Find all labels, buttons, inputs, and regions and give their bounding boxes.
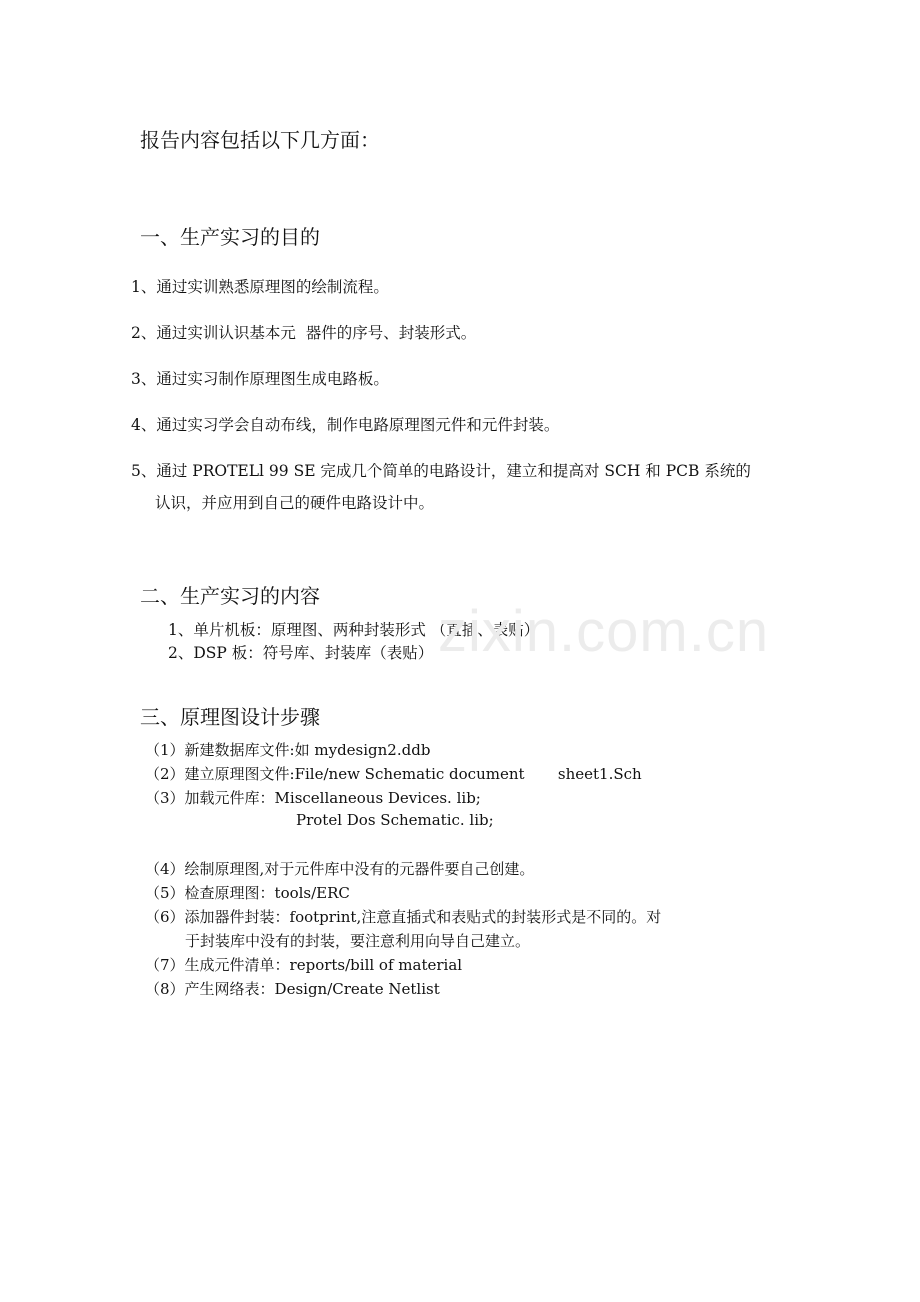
- section-3-step-2: （2）建立原理图文件:File/new Schematic document sheet1.Sch: [145, 765, 642, 783]
- section-2-item-2: 2、DSP 板：符号库、封装库（表贴）: [168, 644, 434, 662]
- section-3-step-7: （7）生成元件清单：reports/bill of material: [145, 956, 463, 974]
- section-1-item-4: 4、通过实习学会自动布线，制作电路原理图元件和元件封装。: [131, 416, 560, 434]
- section-3-step-3: （3）加载元件库：Miscellaneous Devices. lib;: [145, 789, 481, 807]
- section-1-item-2: 2、通过实训认识基本元 器件的序号、封装形式。: [131, 324, 477, 342]
- section-3-step-8: （8）产生网络表：Design/Create Netlist: [145, 980, 440, 998]
- section-1-title: 一、生产实习的目的: [140, 225, 320, 249]
- section-3-title: 三、原理图设计步骤: [140, 705, 320, 729]
- section-2-item-1: 1、单片机板：原理图、两种封装形式 （直插、表贴）: [168, 621, 540, 639]
- section-1-item-3: 3、通过实习制作原理图生成电路板。: [131, 370, 389, 388]
- section-1-item-1: 1、通过实训熟悉原理图的绘制流程。: [131, 278, 389, 296]
- section-3-step-6-cont: 于封装库中没有的封装，要注意利用向导自己建立。: [185, 932, 531, 950]
- section-2-title: 二、生产实习的内容: [140, 584, 320, 608]
- section-1-item-5-cont: 认识，并应用到自己的硬件电路设计中。: [155, 494, 435, 512]
- section-3-step-1: （1）新建数据库文件:如 mydesign2.ddb: [145, 741, 431, 759]
- intro-heading: 报告内容包括以下几方面：: [140, 128, 380, 152]
- section-3-step-5: （5）检查原理图：tools/ERC: [145, 884, 350, 902]
- section-3-step-6: （6）添加器件封装：footprint,注意直插式和表贴式的封装形式是不同的。对: [145, 908, 662, 926]
- section-3-step-3-cont: Protel Dos Schematic. lib;: [296, 811, 494, 829]
- section-1-item-5: 5、通过 PROTELl 99 SE 完成几个简单的电路设计，建立和提高对 SCH 和 PCB 系统的: [131, 462, 751, 480]
- watermark: zixin.com.cn: [438, 599, 770, 664]
- section-3-step-4: （4）绘制原理图,对于元件库中没有的元器件要自己创建。: [145, 860, 535, 878]
